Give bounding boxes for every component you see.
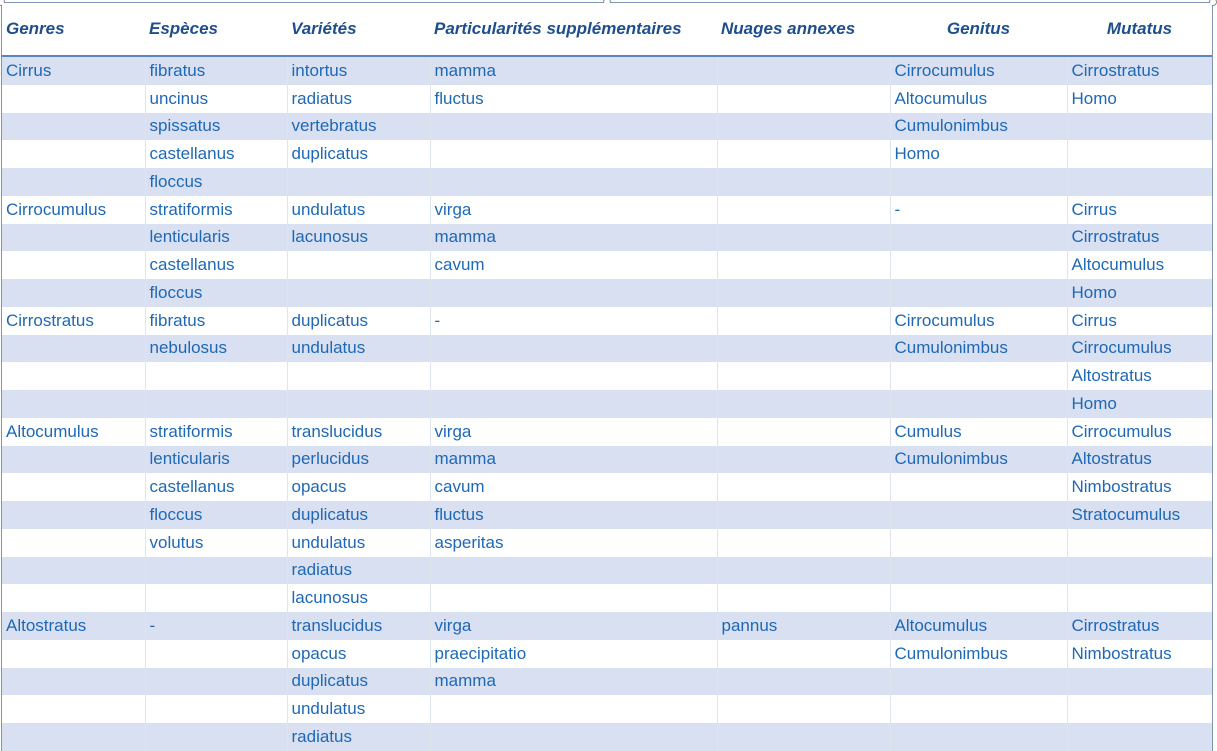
cell-espece[interactable]: lenticularis: [145, 446, 287, 474]
cell-genitus[interactable]: -: [890, 196, 1067, 224]
cell-genitus[interactable]: [890, 224, 1067, 252]
cell-genre[interactable]: [2, 335, 145, 363]
cell-particularite[interactable]: asperitas: [430, 529, 717, 557]
cell-espece[interactable]: fibratus: [145, 56, 287, 85]
cell-mutatus[interactable]: [1067, 140, 1212, 168]
cell-particularite[interactable]: [430, 168, 717, 196]
cell-espece[interactable]: castellanus: [145, 251, 287, 279]
cell-mutatus[interactable]: Altostratus: [1067, 446, 1212, 474]
table-row: [2, 695, 1212, 723]
cell-genre[interactable]: [2, 362, 145, 390]
cell-particularite[interactable]: cavum: [430, 251, 717, 279]
cell-variete[interactable]: radiatus: [287, 85, 430, 113]
cell-nuage-annexe[interactable]: pannus: [717, 612, 890, 640]
cell-nuage-annexe[interactable]: [717, 640, 890, 668]
cell-genitus[interactable]: Altocumulus: [890, 85, 1067, 113]
cell-genitus[interactable]: [890, 557, 1067, 585]
cell-espece[interactable]: uncinus: [145, 85, 287, 113]
cell-genitus[interactable]: [890, 529, 1067, 557]
table-row: [2, 113, 1212, 141]
cell-mutatus[interactable]: [1067, 723, 1212, 751]
cell-genitus[interactable]: Cumulonimbus: [890, 335, 1067, 363]
table-row: [2, 56, 1212, 85]
cell-variete[interactable]: vertebratus: [287, 113, 430, 141]
cell-mutatus[interactable]: [1067, 168, 1212, 196]
table-row: [2, 668, 1212, 696]
cell-espece[interactable]: volutus: [145, 529, 287, 557]
cell-genitus[interactable]: [890, 584, 1067, 612]
cell-mutatus[interactable]: [1067, 557, 1212, 585]
cell-variete[interactable]: intortus: [287, 56, 430, 85]
cell-genitus[interactable]: [890, 279, 1067, 307]
cell-genre[interactable]: Cirrocumulus: [2, 196, 145, 224]
cell-genre[interactable]: [2, 113, 145, 141]
cell-genre[interactable]: [2, 723, 145, 751]
cell-espece[interactable]: [145, 723, 287, 751]
cell-mutatus[interactable]: Cirrostratus: [1067, 612, 1212, 640]
cell-espece[interactable]: [145, 668, 287, 696]
cell-genitus[interactable]: Cumulonimbus: [890, 640, 1067, 668]
cell-genre[interactable]: Altocumulus: [2, 418, 145, 446]
cell-variete[interactable]: duplicatus: [287, 501, 430, 529]
cell-genre[interactable]: [2, 224, 145, 252]
cell-mutatus[interactable]: Cirrus: [1071, 199, 1117, 219]
cell-mutatus[interactable]: Altostratus: [1071, 366, 1152, 386]
cell-genitus[interactable]: [890, 168, 1067, 196]
cell-mutatus[interactable]: Cirrus: [1071, 310, 1117, 330]
cell-mutatus[interactable]: Homo: [1067, 390, 1212, 418]
cell-espece[interactable]: [145, 557, 287, 585]
cell-particularite[interactable]: fluctus: [430, 501, 717, 529]
cell-genitus[interactable]: Cumulus: [890, 418, 1067, 446]
cell-particularite[interactable]: cavum: [430, 473, 717, 501]
cell-mutatus[interactable]: [1067, 695, 1212, 723]
cell-mutatus[interactable]: [1067, 113, 1212, 141]
cell-particularite[interactable]: [430, 584, 717, 612]
cell-genitus[interactable]: Cirrocumulus: [890, 307, 1067, 335]
cell-genre[interactable]: [2, 279, 145, 307]
cell-genre[interactable]: [2, 584, 145, 612]
cell-mutatus[interactable]: [1067, 529, 1212, 557]
cell-mutatus[interactable]: [1067, 668, 1212, 696]
cell-genre[interactable]: [2, 695, 145, 723]
cell-espece[interactable]: [145, 390, 287, 418]
cell-variete[interactable]: perlucidus: [287, 446, 430, 474]
cell-nuage-annexe[interactable]: [717, 140, 890, 168]
cell-nuage-annexe[interactable]: [717, 168, 890, 196]
table-row: [2, 501, 1212, 529]
cell-nuage-annexe[interactable]: [717, 584, 890, 612]
cell-genre[interactable]: [2, 473, 145, 501]
cell-variete[interactable]: duplicatus: [287, 668, 430, 696]
table-row: [2, 640, 1212, 668]
cell-variete[interactable]: undulatus: [287, 196, 430, 224]
cell-particularite[interactable]: virga: [430, 612, 717, 640]
cell-mutatus[interactable]: Nimbostratus: [1071, 477, 1172, 497]
cell-nuage-annexe[interactable]: [717, 529, 890, 557]
cell-nuage-annexe[interactable]: [717, 279, 890, 307]
cell-nuage-annexe[interactable]: [717, 390, 890, 418]
cell-particularite[interactable]: mamma: [430, 56, 717, 85]
cell-variete[interactable]: [287, 390, 430, 418]
cell-genre[interactable]: [2, 390, 145, 418]
cell-nuage-annexe[interactable]: [717, 335, 890, 363]
cell-nuage-annexe[interactable]: [717, 224, 890, 252]
cell-espece[interactable]: [145, 695, 287, 723]
cell-mutatus[interactable]: [1067, 584, 1212, 612]
cell-espece[interactable]: [145, 640, 287, 668]
cell-variete[interactable]: translucidus: [287, 612, 430, 640]
cell-particularite[interactable]: mamma: [430, 446, 717, 474]
cell-genre[interactable]: [2, 168, 145, 196]
cell-particularite[interactable]: virga: [430, 196, 717, 224]
cell-mutatus[interactable]: Homo: [1071, 88, 1117, 108]
cell-mutatus[interactable]: Cirrostratus: [1067, 56, 1212, 85]
table-row: [2, 307, 1212, 335]
cell-variete[interactable]: lacunosus: [287, 584, 430, 612]
table-row: [2, 612, 1212, 640]
cell-particularite[interactable]: virga: [430, 418, 717, 446]
cell-espece[interactable]: nebulosus: [145, 335, 287, 363]
cell-particularite[interactable]: [430, 695, 717, 723]
cell-espece[interactable]: fibratus: [145, 307, 287, 335]
cell-nuage-annexe[interactable]: [717, 251, 890, 279]
table-row: [2, 473, 1212, 501]
table-body: [2, 56, 1212, 751]
cell-nuage-annexe[interactable]: [717, 307, 890, 335]
cell-espece[interactable]: floccus: [145, 168, 287, 196]
cell-mutatus[interactable]: Cirrocumulus: [1067, 335, 1212, 363]
table-row: [2, 446, 1212, 474]
cell-variete[interactable]: opacus: [287, 640, 430, 668]
table-row: [2, 418, 1212, 446]
cell-genitus[interactable]: [890, 668, 1067, 696]
cell-espece[interactable]: -: [145, 612, 287, 640]
cell-espece[interactable]: floccus: [145, 279, 287, 307]
table-row: [2, 85, 1212, 113]
cell-mutatus[interactable]: Cirrocumulus: [1071, 421, 1172, 441]
cell-particularite[interactable]: mamma: [430, 668, 717, 696]
cell-nuage-annexe[interactable]: [717, 723, 890, 751]
cell-genre[interactable]: [2, 85, 145, 113]
cell-espece[interactable]: floccus: [145, 501, 287, 529]
cell-espece[interactable]: [145, 584, 287, 612]
cell-variete[interactable]: radiatus: [287, 557, 430, 585]
cell-genitus[interactable]: Cumulonimbus: [890, 113, 1067, 141]
header-row: [2, 3, 1212, 56]
cell-nuage-annexe[interactable]: [717, 418, 890, 446]
cell-particularite[interactable]: [430, 113, 717, 141]
table-row: [2, 557, 1212, 585]
cell-variete[interactable]: lacunosus: [287, 224, 430, 252]
cell-genitus[interactable]: Cirrocumulus: [890, 56, 1067, 85]
header-nuages-annexes: Nuages annexes: [717, 3, 890, 56]
cell-variete[interactable]: undulatus: [287, 695, 430, 723]
cell-genre[interactable]: [2, 668, 145, 696]
header-varietes: Variétés: [287, 3, 430, 56]
cell-variete[interactable]: opacus: [287, 473, 430, 501]
table-row: [2, 279, 1212, 307]
cell-espece[interactable]: lenticularis: [145, 224, 287, 252]
header-especes: Espèces: [145, 3, 287, 56]
cell-genitus[interactable]: [890, 723, 1067, 751]
cell-mutatus[interactable]: Stratocumulus: [1067, 501, 1212, 529]
cell-genitus[interactable]: [890, 473, 1067, 501]
cell-espece[interactable]: stratiformis: [145, 196, 287, 224]
cell-nuage-annexe[interactable]: [717, 56, 890, 85]
table-row: [2, 362, 1212, 390]
cell-nuage-annexe[interactable]: [717, 85, 890, 113]
cell-genre[interactable]: [2, 446, 145, 474]
cell-particularite[interactable]: -: [430, 307, 717, 335]
cell-mutatus[interactable]: Nimbostratus: [1071, 643, 1172, 663]
cell-nuage-annexe[interactable]: [717, 196, 890, 224]
cell-particularite[interactable]: fluctus: [430, 85, 717, 113]
table-row: [2, 140, 1212, 168]
cell-genre[interactable]: [2, 529, 145, 557]
cell-variete[interactable]: radiatus: [287, 723, 430, 751]
cell-particularite[interactable]: [430, 362, 717, 390]
cell-mutatus[interactable]: Altocumulus: [1071, 255, 1165, 275]
table-row: [2, 335, 1212, 363]
cell-genre[interactable]: [2, 251, 145, 279]
cell-nuage-annexe[interactable]: [717, 557, 890, 585]
cell-mutatus[interactable]: Homo: [1067, 279, 1212, 307]
cell-nuage-annexe[interactable]: [717, 501, 890, 529]
table-row: [2, 529, 1212, 557]
cell-nuage-annexe[interactable]: [717, 695, 890, 723]
header-genres: Genres: [2, 3, 145, 56]
cell-genre[interactable]: [2, 501, 145, 529]
cell-genre[interactable]: Cirrus: [2, 56, 145, 85]
table-row: [2, 251, 1212, 279]
cell-genitus[interactable]: Altocumulus: [890, 612, 1067, 640]
table-row: [2, 196, 1212, 224]
cell-espece[interactable]: stratiformis: [145, 418, 287, 446]
header-mutatus: Mutatus: [1067, 3, 1212, 56]
cell-particularite[interactable]: [430, 335, 717, 363]
cell-genre[interactable]: [2, 140, 145, 168]
cell-espece[interactable]: castellanus: [145, 140, 287, 168]
cell-genre[interactable]: [2, 557, 145, 585]
cell-particularite[interactable]: [430, 390, 717, 418]
cell-espece[interactable]: castellanus: [145, 473, 287, 501]
table-row: [2, 390, 1212, 418]
cell-variete[interactable]: duplicatus: [287, 307, 430, 335]
cell-nuage-annexe[interactable]: [717, 362, 890, 390]
cell-genitus[interactable]: [890, 362, 1067, 390]
table-row: [2, 168, 1212, 196]
cell-espece[interactable]: [145, 362, 287, 390]
cell-variete[interactable]: [287, 251, 430, 279]
cell-variete[interactable]: [287, 279, 430, 307]
cell-particularite[interactable]: [430, 140, 717, 168]
cell-particularite[interactable]: [430, 279, 717, 307]
cell-variete[interactable]: duplicatus: [287, 140, 430, 168]
cell-nuage-annexe[interactable]: [717, 668, 890, 696]
cloud-classification-table: [2, 3, 1212, 751]
cell-genitus[interactable]: [890, 695, 1067, 723]
cell-genitus[interactable]: [890, 501, 1067, 529]
cell-espece[interactable]: spissatus: [145, 113, 287, 141]
cell-nuage-annexe[interactable]: [717, 473, 890, 501]
cell-particularite[interactable]: [430, 723, 717, 751]
cell-genitus[interactable]: [890, 390, 1067, 418]
table-row: [2, 584, 1212, 612]
cell-genre[interactable]: Cirrostratus: [2, 307, 145, 335]
cell-variete[interactable]: undulatus: [287, 529, 430, 557]
cell-variete[interactable]: undulatus: [287, 335, 430, 363]
cell-variete[interactable]: [287, 168, 430, 196]
header-particularites: Particularités supplémentaires: [430, 3, 717, 56]
cell-nuage-annexe[interactable]: [717, 446, 890, 474]
cell-genre[interactable]: Altostratus: [2, 612, 145, 640]
table-row: [2, 723, 1212, 751]
cell-genitus[interactable]: Homo: [890, 140, 1067, 168]
table-row: [2, 224, 1212, 252]
cell-particularite[interactable]: praecipitatio: [430, 640, 717, 668]
cell-genitus[interactable]: [890, 251, 1067, 279]
cell-variete[interactable]: [287, 362, 430, 390]
cell-genitus[interactable]: Cumulonimbus: [890, 446, 1067, 474]
cell-mutatus[interactable]: Cirrostratus: [1067, 224, 1212, 252]
cell-nuage-annexe[interactable]: [717, 113, 890, 141]
cell-particularite[interactable]: [430, 557, 717, 585]
cell-particularite[interactable]: mamma: [430, 224, 717, 252]
cell-variete[interactable]: translucidus: [287, 418, 430, 446]
header-genitus: Genitus: [890, 3, 1067, 56]
cell-genre[interactable]: [2, 640, 145, 668]
